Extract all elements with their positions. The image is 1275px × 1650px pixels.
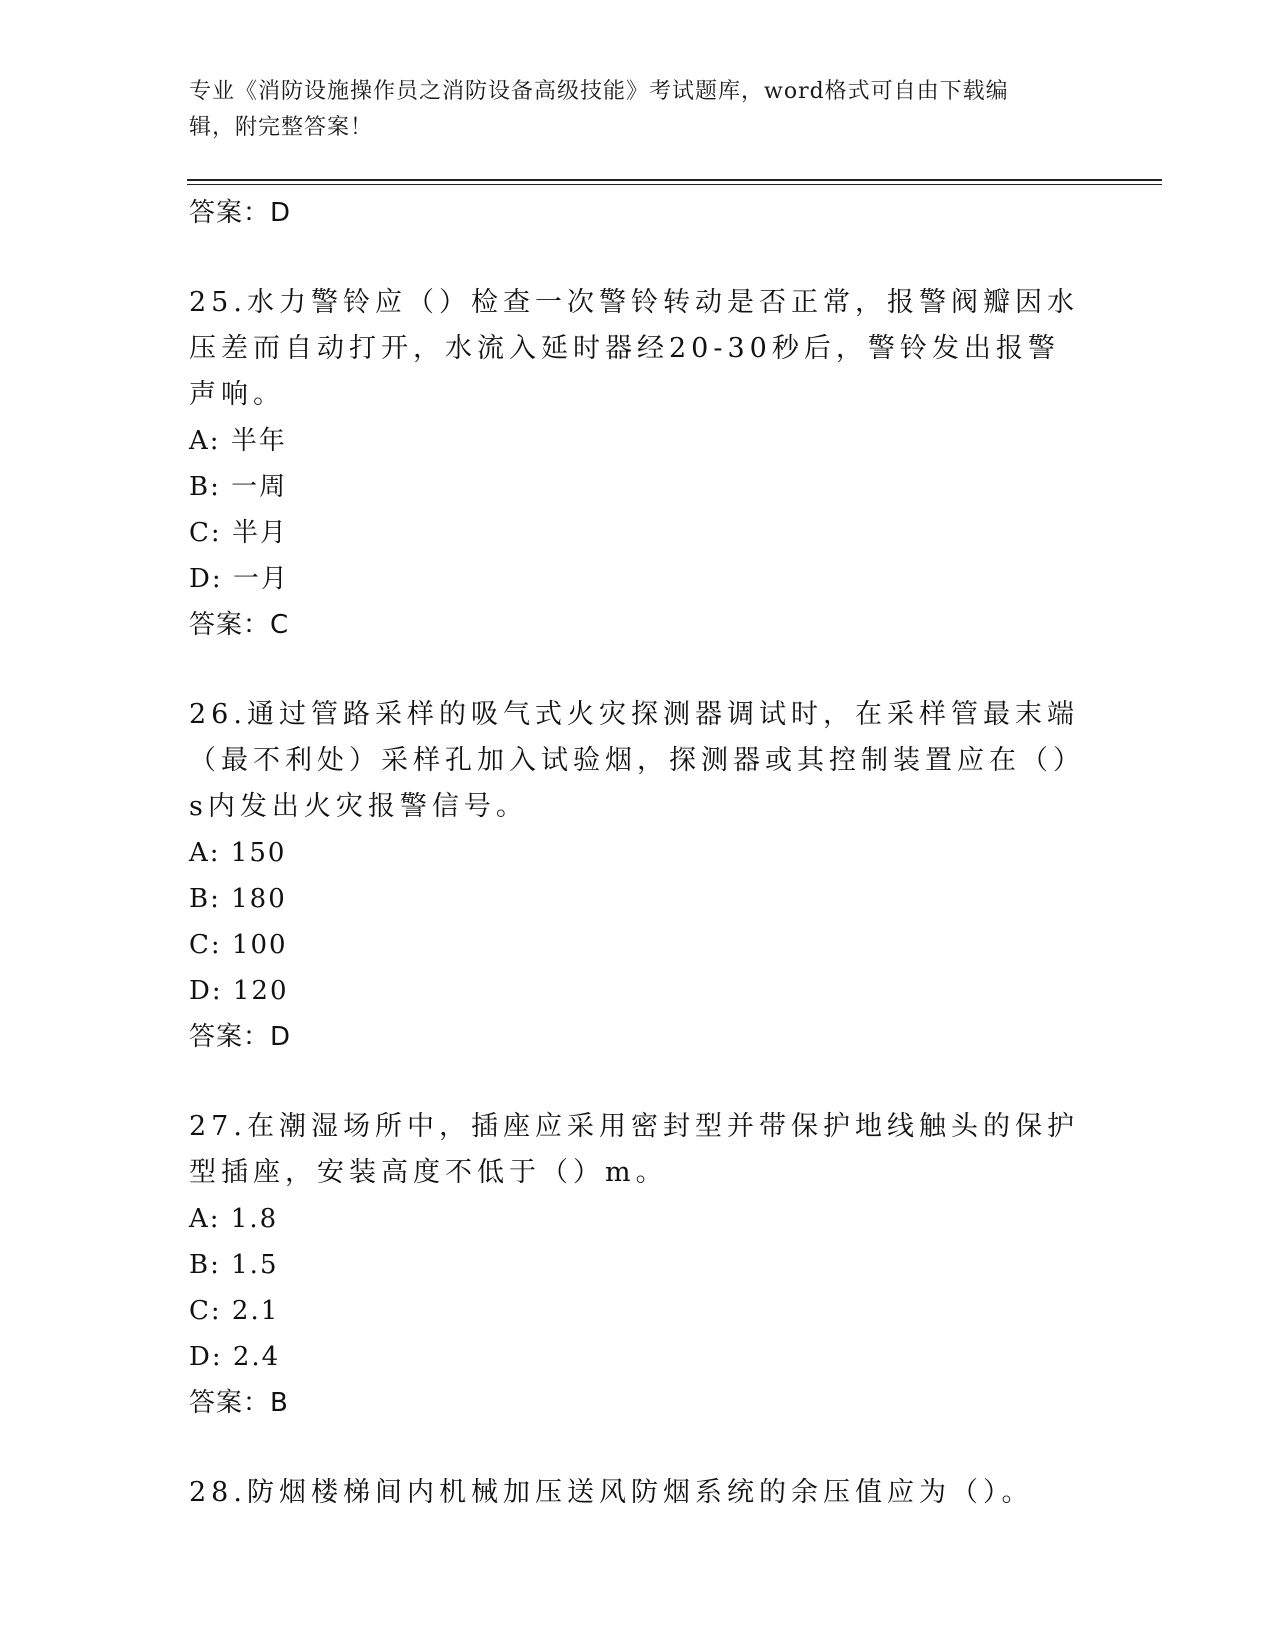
option-b: B: 180 <box>189 884 287 914</box>
question-list <box>189 190 1089 1516</box>
question-28 <box>189 1470 1089 1516</box>
option-b: B: 1.5 <box>189 1250 279 1280</box>
question-text: 28.防烟楼梯间内机械加压送风防烟系统的余压值应为（）。 <box>189 1477 1034 1508</box>
header-line-2: 辑，附完整答案！ <box>189 115 374 140</box>
header-divider-thin <box>187 184 1162 185</box>
question-text: 25.水力警铃应（）检查一次警铃转动是否正常，报警阀瓣因水压差而自动打开，水流入延时器经20-30秒后，警铃发出报警声响。 <box>189 287 1079 410</box>
option-a: A: 1.8 <box>189 1204 279 1234</box>
option-c: C: 2.1 <box>189 1296 280 1326</box>
option-b: B: 一周 <box>189 472 288 502</box>
option-c: C: 100 <box>189 930 288 960</box>
question-27 <box>189 1104 1089 1426</box>
answer: 答案：B <box>189 1388 289 1418</box>
answer: 答案：C <box>189 610 290 640</box>
header-divider-thick <box>187 179 1162 181</box>
question-25 <box>189 280 1089 648</box>
option-a: A: 半年 <box>189 426 287 456</box>
previous-answer: 答案：D <box>189 198 292 228</box>
question-text: 27.在潮湿场所中，插座应采用密封型并带保护地线触头的保护型插座，安装高度不低于（）m。 <box>189 1111 1079 1188</box>
header-line-1: 专业《消防设施操作员之消防设备高级技能》考试题库，word格式可自由下载编 <box>189 79 1009 104</box>
option-a: A: 150 <box>189 838 287 868</box>
option-d: D: 120 <box>189 976 289 1006</box>
answer: 答案：D <box>189 1022 292 1052</box>
question-text: 26.通过管路采样的吸气式火灾探测器调试时，在采样管最末端（最不利处）采样孔加入试验烟，探测器或其控制装置应在（）s内发出火灾报警信号。 <box>189 699 1085 822</box>
option-d: D: 2.4 <box>189 1342 281 1372</box>
question-26 <box>189 692 1089 1060</box>
option-c: C: 半月 <box>189 518 288 548</box>
option-d: D: 一月 <box>189 564 289 594</box>
document-header <box>189 74 1069 146</box>
